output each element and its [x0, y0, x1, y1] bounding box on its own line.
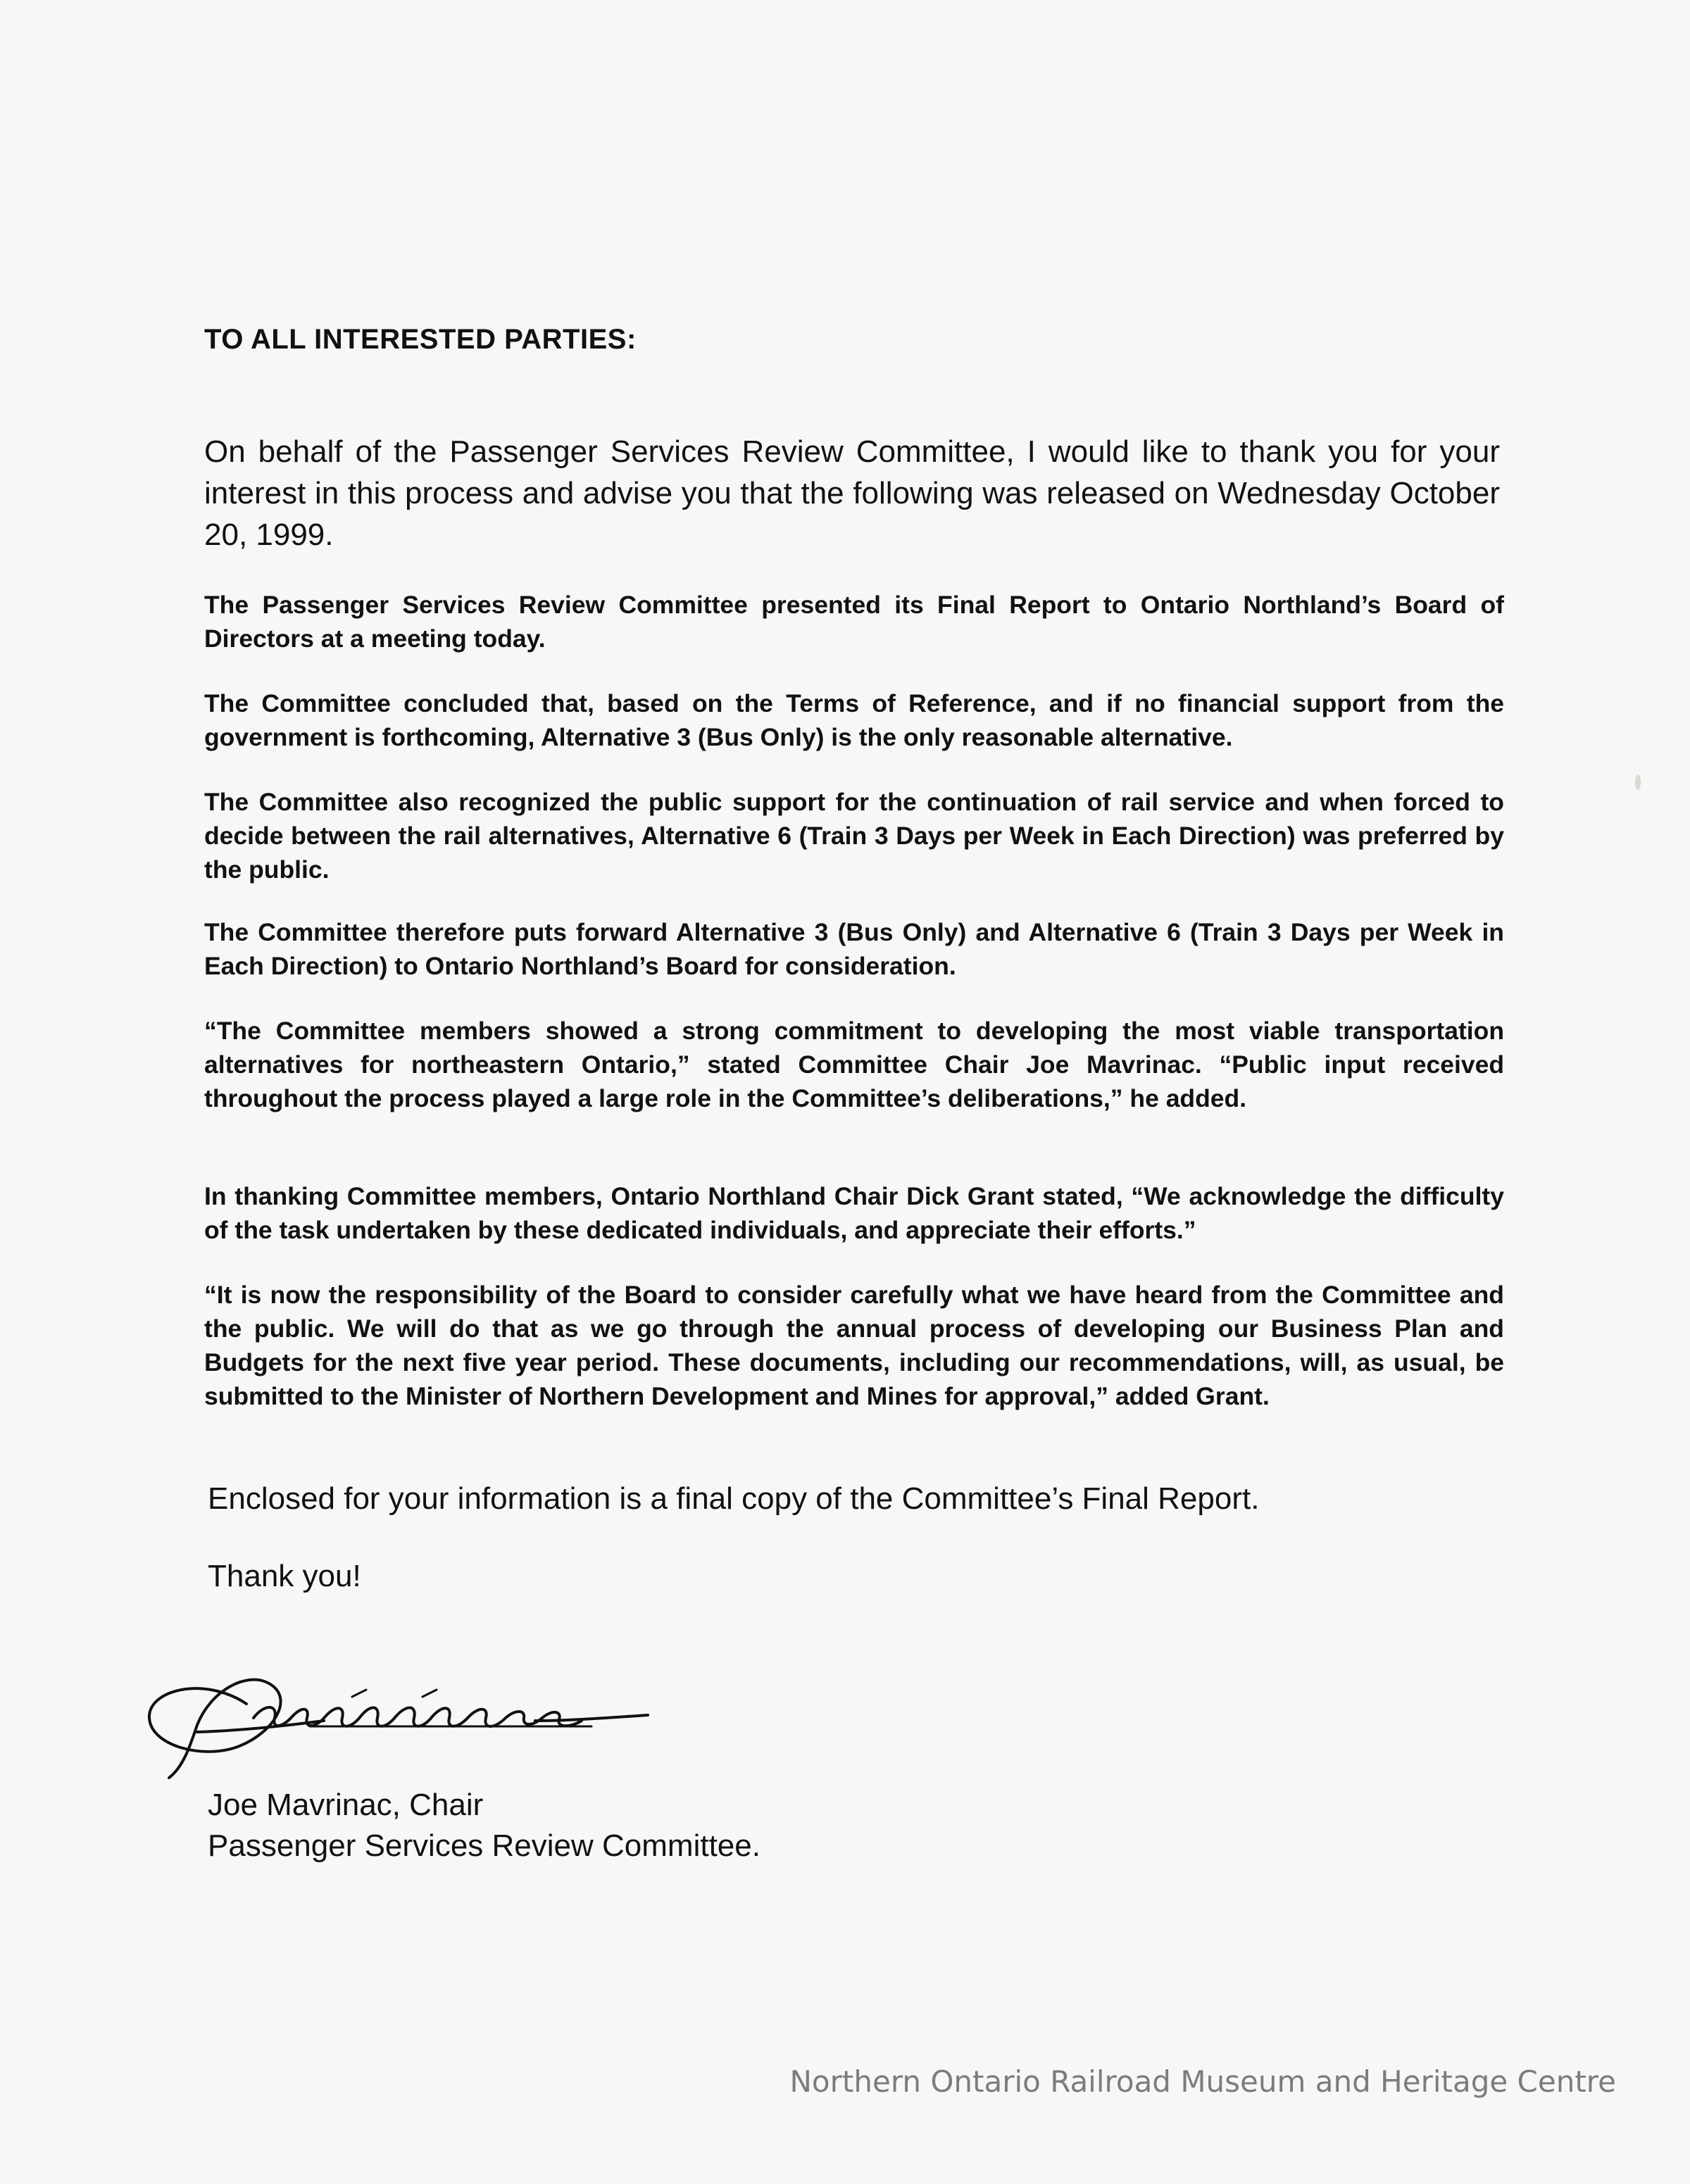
enclosed-note: Enclosed for your information is a final copy of the Committee’s Final Report. [208, 1481, 1260, 1516]
release-paragraph-6: In thanking Committee members, Ontario Northland Chair Dick Grant stated, “We acknowledge the difficulty of the task undertaken by these dedicated individuals, and appreciate their efforts.” [204, 1182, 1504, 1244]
release-paragraph-1: The Passenger Services Review Committee presented its Final Report to Ontario Northland’s Board of Directors at a meeting today. [204, 591, 1504, 653]
signer-organization: Passenger Services Review Committee. [208, 1828, 760, 1863]
handwritten-signature [141, 1648, 718, 1781]
release-paragraph-2: The Committee concluded that, based on the Terms of Reference, and if no financial support from the government is forthcoming, Alternative 3 (Bus Only) is the only reasonable alternative. [204, 689, 1504, 751]
signer-name: Joe Mavrinac, Chair [208, 1788, 484, 1822]
letter-heading: TO ALL INTERESTED PARTIES: [204, 324, 637, 355]
thank-you: Thank you! [208, 1559, 361, 1593]
release-paragraph-5: “The Committee members showed a strong commitment to developing the most viable transportation alternatives for northeastern Ontario,” stated Committee Chair Joe Mavrinac. “Public input received throughout the process played a large role in the Committee’s deliberations,” he added. [204, 1017, 1504, 1112]
release-paragraph-4: The Committee therefore puts forward Alternative 3 (Bus Only) and Alternative 6 (Train 3 Days per Week in Each Direction) to Ontario Northland’s Board for consideration. [204, 918, 1504, 980]
paper-speck [1635, 774, 1641, 790]
release-paragraph-7: “It is now the responsibility of the Board to consider carefully what we have heard from the Committee and the public. We will do that as we go through the annual process of developing our Business Plan and Budgets for the next five year period. These documents, including our recommendations, will, as usual, be submitted to the Minister of Northern Development and Mines for approval,” added Grant. [204, 1281, 1504, 1410]
intro-paragraph: On behalf of the Passenger Services Review Committee, I would like to thank you for your interest in this process and advise you that the following was released on Wednesday October 20, 1999. [204, 434, 1500, 552]
release-paragraph-3: The Committee also recognized the public support for the continuation of rail service and when forced to decide between the rail alternatives, Alternative 6 (Train 3 Days per Week in Each Direction) was preferred by the public. [204, 788, 1504, 884]
signer-block [208, 1785, 760, 1866]
museum-watermark: Northern Ontario Railroad Museum and Heritage Centre [789, 2064, 1616, 2099]
